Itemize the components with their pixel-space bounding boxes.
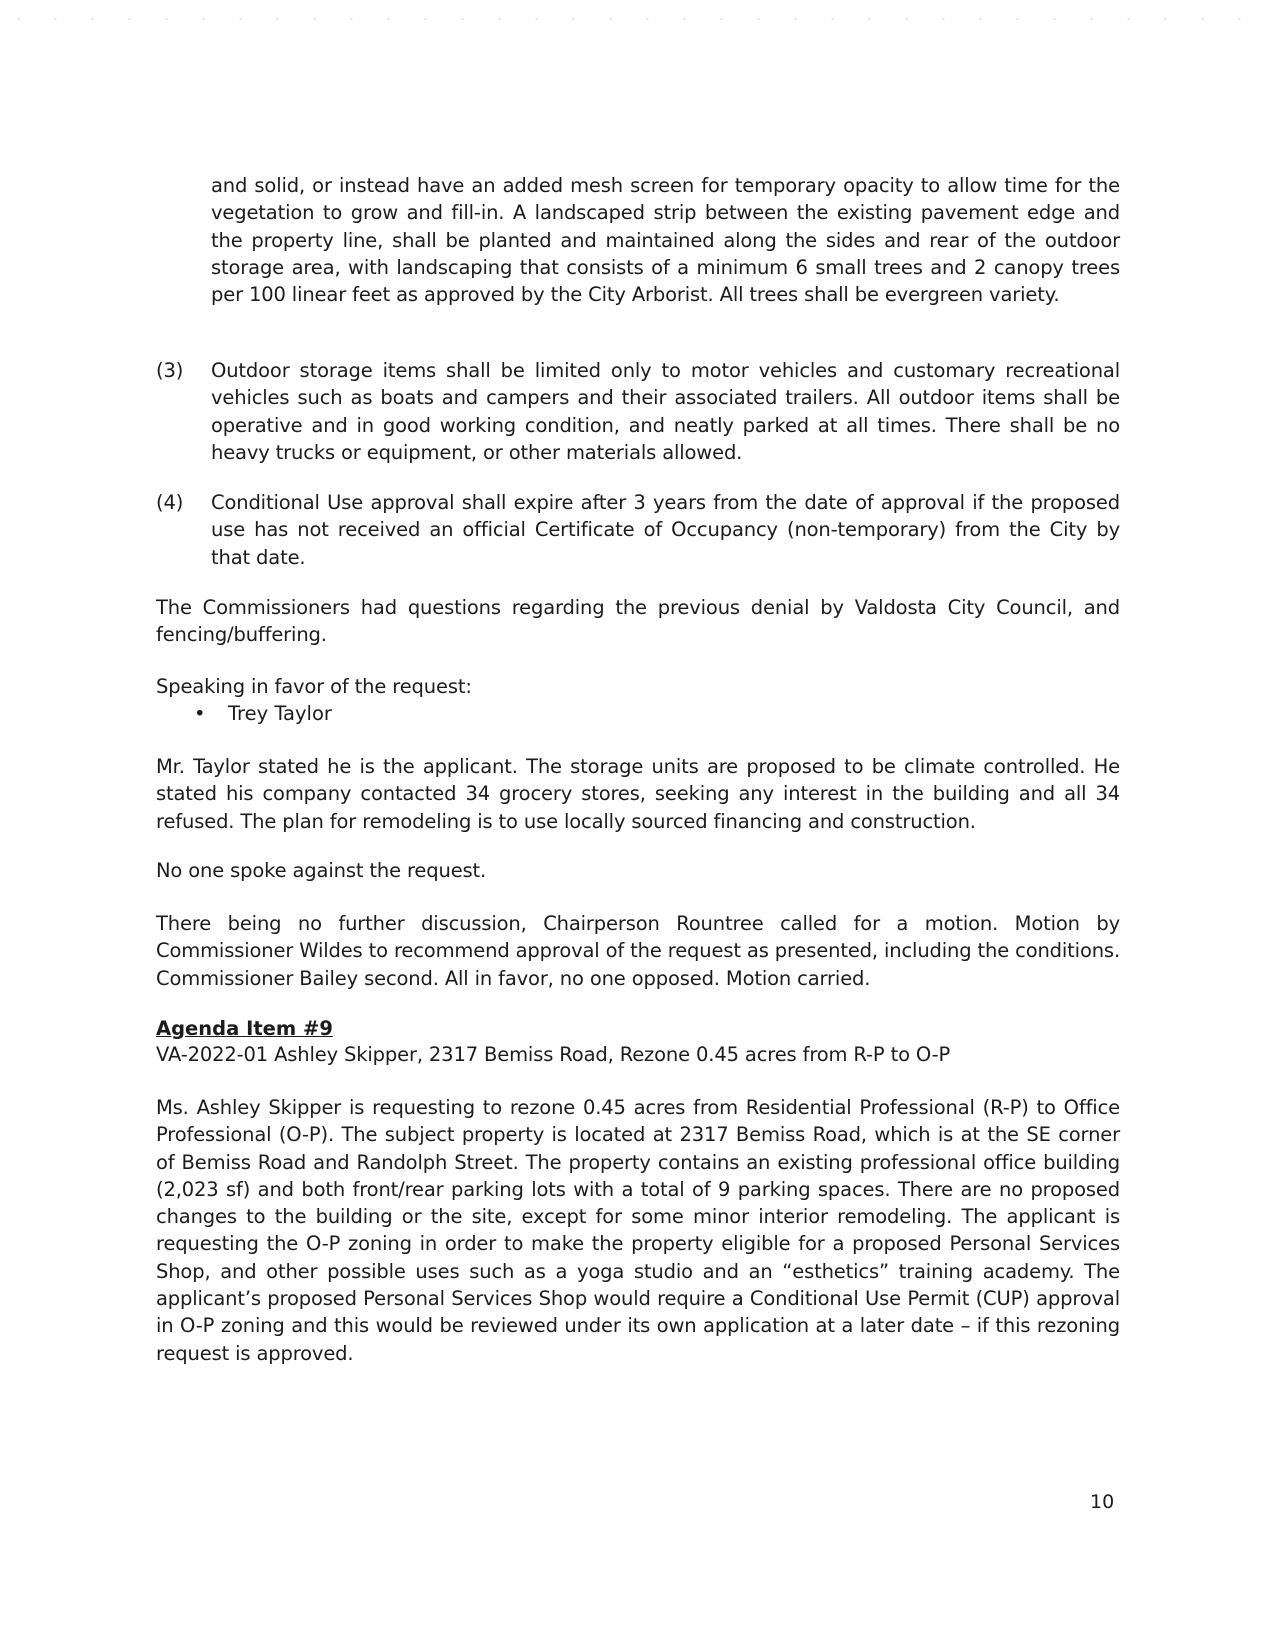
condition-text: Conditional Use approval shall expire after 3 years from the date of approval if the proposed use has not received an official Certificate of Occupancy (non-temporary) from the City by that date.	[211, 491, 1120, 569]
condition-number: (4)	[156, 491, 184, 514]
motion-paragraph: There being no further discussion, Chairperson Rountree called for a motion. Motion by Commissioner Wildes to recommend approval of the request as presented, including the conditions. Commissioner Bailey second. All in favor, no one opposed. Motion carried.	[156, 912, 1120, 990]
condition-text: Outdoor storage items shall be limited only to motor vehicles and customary recreational vehicles such as boats and campers and their associated trailers. All outdoor items shall be operative and in good working condition, and neatly parked at all times. There shall be no heavy trucks or equipment, or other materials allowed.	[211, 359, 1120, 464]
page-number: 10	[1090, 1491, 1115, 1513]
speaking-in-favor-label: Speaking in favor of the request:	[156, 675, 472, 698]
agenda-item-subtitle: VA-2022-01 Ashley Skipper, 2317 Bemiss Road, Rezone 0.45 acres from R-P to O-P	[156, 1043, 951, 1066]
commissioners-questions-paragraph: The Commissioners had questions regarding the previous denial by Valdosta City Council, and fencing/buffering.	[156, 596, 1120, 647]
speaker-name: Trey Taylor	[228, 702, 332, 725]
agenda-item-heading: Agenda Item #9	[156, 1017, 333, 1040]
condition-number: (3)	[156, 359, 184, 382]
scan-artifacts	[0, 14, 1275, 24]
no-opposition-statement: No one spoke against the request.	[156, 859, 487, 882]
agenda-item-description: Ms. Ashley Skipper is requesting to rezone 0.45 acres from Residential Professional (R-P) to Office Professional (O-P). The subject property is located at 2317 Bemiss Road, which is at the SE corner of Bemiss Road and Randolph Street. The property contains an existing professional office building (2,023 sf) and both front/rear parking lots with a total of 9 parking spaces. There are no proposed changes to the building or the site, except for some minor interior remodeling. The applicant is requesting the O-P zoning in order to make the property eligible for a proposed Personal Services Shop, and other possible uses such as a yoga studio and an “esthetics” training academy. The applicant’s proposed Personal Services Shop would require a Conditional Use Permit (CUP) approval in O-P zoning and this would be reviewed under its own application at a later date – if this rezoning request is approved.	[156, 1096, 1120, 1365]
continuation-paragraph: and solid, or instead have an added mesh screen for temporary opacity to allow time for the vegetation to grow and fill-in. A landscaped strip between the existing pavement edge and the property line, shall be planted and maintained along the sides and rear of the outdoor storage area, with landscaping that consists of a minimum 6 small trees and 2 canopy trees per 100 linear feet as approved by the City Arborist. All trees shall be evergreen variety.	[211, 174, 1120, 307]
taylor-statement-paragraph: Mr. Taylor stated he is the applicant. The storage units are proposed to be climate controlled. He stated his company contacted 34 grocery stores, seeking any interest in the building and all 34 refused. The plan for remodeling is to use locally sourced financing and construction.	[156, 755, 1120, 833]
bullet-icon: •	[194, 702, 206, 725]
